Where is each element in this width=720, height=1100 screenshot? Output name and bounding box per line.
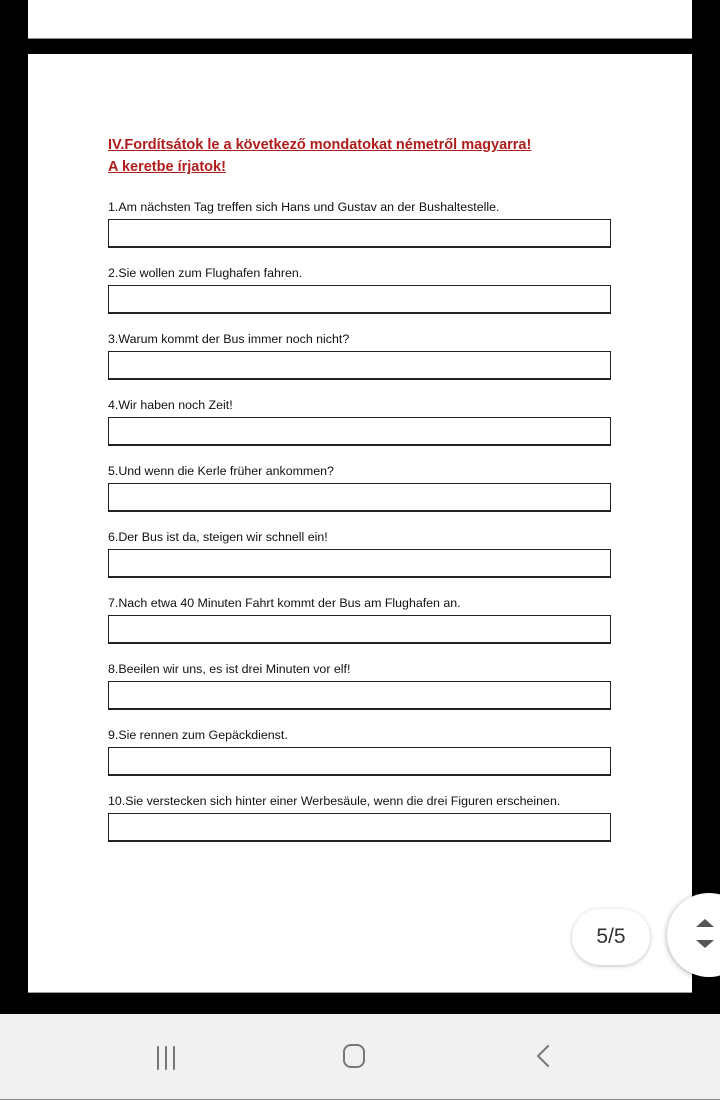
question-3 — [108, 332, 612, 380]
question-label: 5.Und wenn die Kerle früher ankommen? — [108, 464, 334, 478]
back-button[interactable] — [522, 1036, 566, 1080]
back-icon — [537, 1045, 560, 1068]
question-1 — [108, 200, 612, 248]
home-button[interactable] — [334, 1036, 378, 1080]
question-label: 6.Der Bus ist da, steigen wir schnell ein! — [108, 530, 328, 544]
scroll-up-arrow-icon — [696, 919, 714, 927]
answer-box[interactable] — [108, 219, 611, 248]
answer-box[interactable] — [108, 813, 611, 842]
question-4 — [108, 398, 612, 446]
answer-box[interactable] — [108, 285, 611, 314]
answer-box[interactable] — [108, 417, 611, 446]
recent-apps-button[interactable] — [148, 1036, 192, 1080]
question-9 — [108, 728, 612, 776]
question-8 — [108, 662, 612, 710]
scroll-down-arrow-icon — [696, 940, 714, 948]
answer-box[interactable] — [108, 483, 611, 512]
recent-apps-icon — [173, 1046, 175, 1070]
page-indicator: 5/5 — [572, 909, 650, 965]
question-label: 8.Beeilen wir uns, es ist drei Minuten vor elf! — [108, 662, 351, 676]
question-6 — [108, 530, 612, 578]
question-label: 1.Am nächsten Tag treffen sich Hans und Gustav an der Bushaltestelle. — [108, 200, 500, 214]
recent-apps-icon — [157, 1046, 159, 1070]
question-label: 9.Sie rennen zum Gepäckdienst. — [108, 728, 288, 742]
heading-line-2: A keretbe írjatok! — [108, 159, 226, 175]
answer-box[interactable] — [108, 549, 611, 578]
heading-line-1: IV.Fordítsátok le a következő mondatokat németről magyarra! — [108, 137, 532, 153]
question-label: 3.Warum kommt der Bus immer noch nicht? — [108, 332, 350, 346]
pdf-page — [28, 54, 692, 993]
question-5 — [108, 464, 612, 512]
exercise-heading — [108, 134, 531, 178]
answer-box[interactable] — [108, 747, 611, 776]
answer-box[interactable] — [108, 681, 611, 710]
question-label: 7.Nach etwa 40 Minuten Fahrt kommt der Bus am Flughafen an. — [108, 596, 461, 610]
answer-box[interactable] — [108, 351, 611, 380]
home-icon — [343, 1044, 365, 1068]
question-label: 4.Wir haben noch Zeit! — [108, 398, 233, 412]
recent-apps-icon — [165, 1046, 167, 1070]
question-7 — [108, 596, 612, 644]
android-navigation-bar — [0, 1014, 720, 1100]
question-label: 2.Sie wollen zum Flughafen fahren. — [108, 266, 303, 280]
previous-page-bottom — [28, 0, 692, 39]
question-2 — [108, 266, 612, 314]
answer-box[interactable] — [108, 615, 611, 644]
question-label: 10.Sie verstecken sich hinter einer Werbesäule, wenn die drei Figuren erscheinen. — [108, 794, 561, 808]
question-10 — [108, 794, 612, 842]
